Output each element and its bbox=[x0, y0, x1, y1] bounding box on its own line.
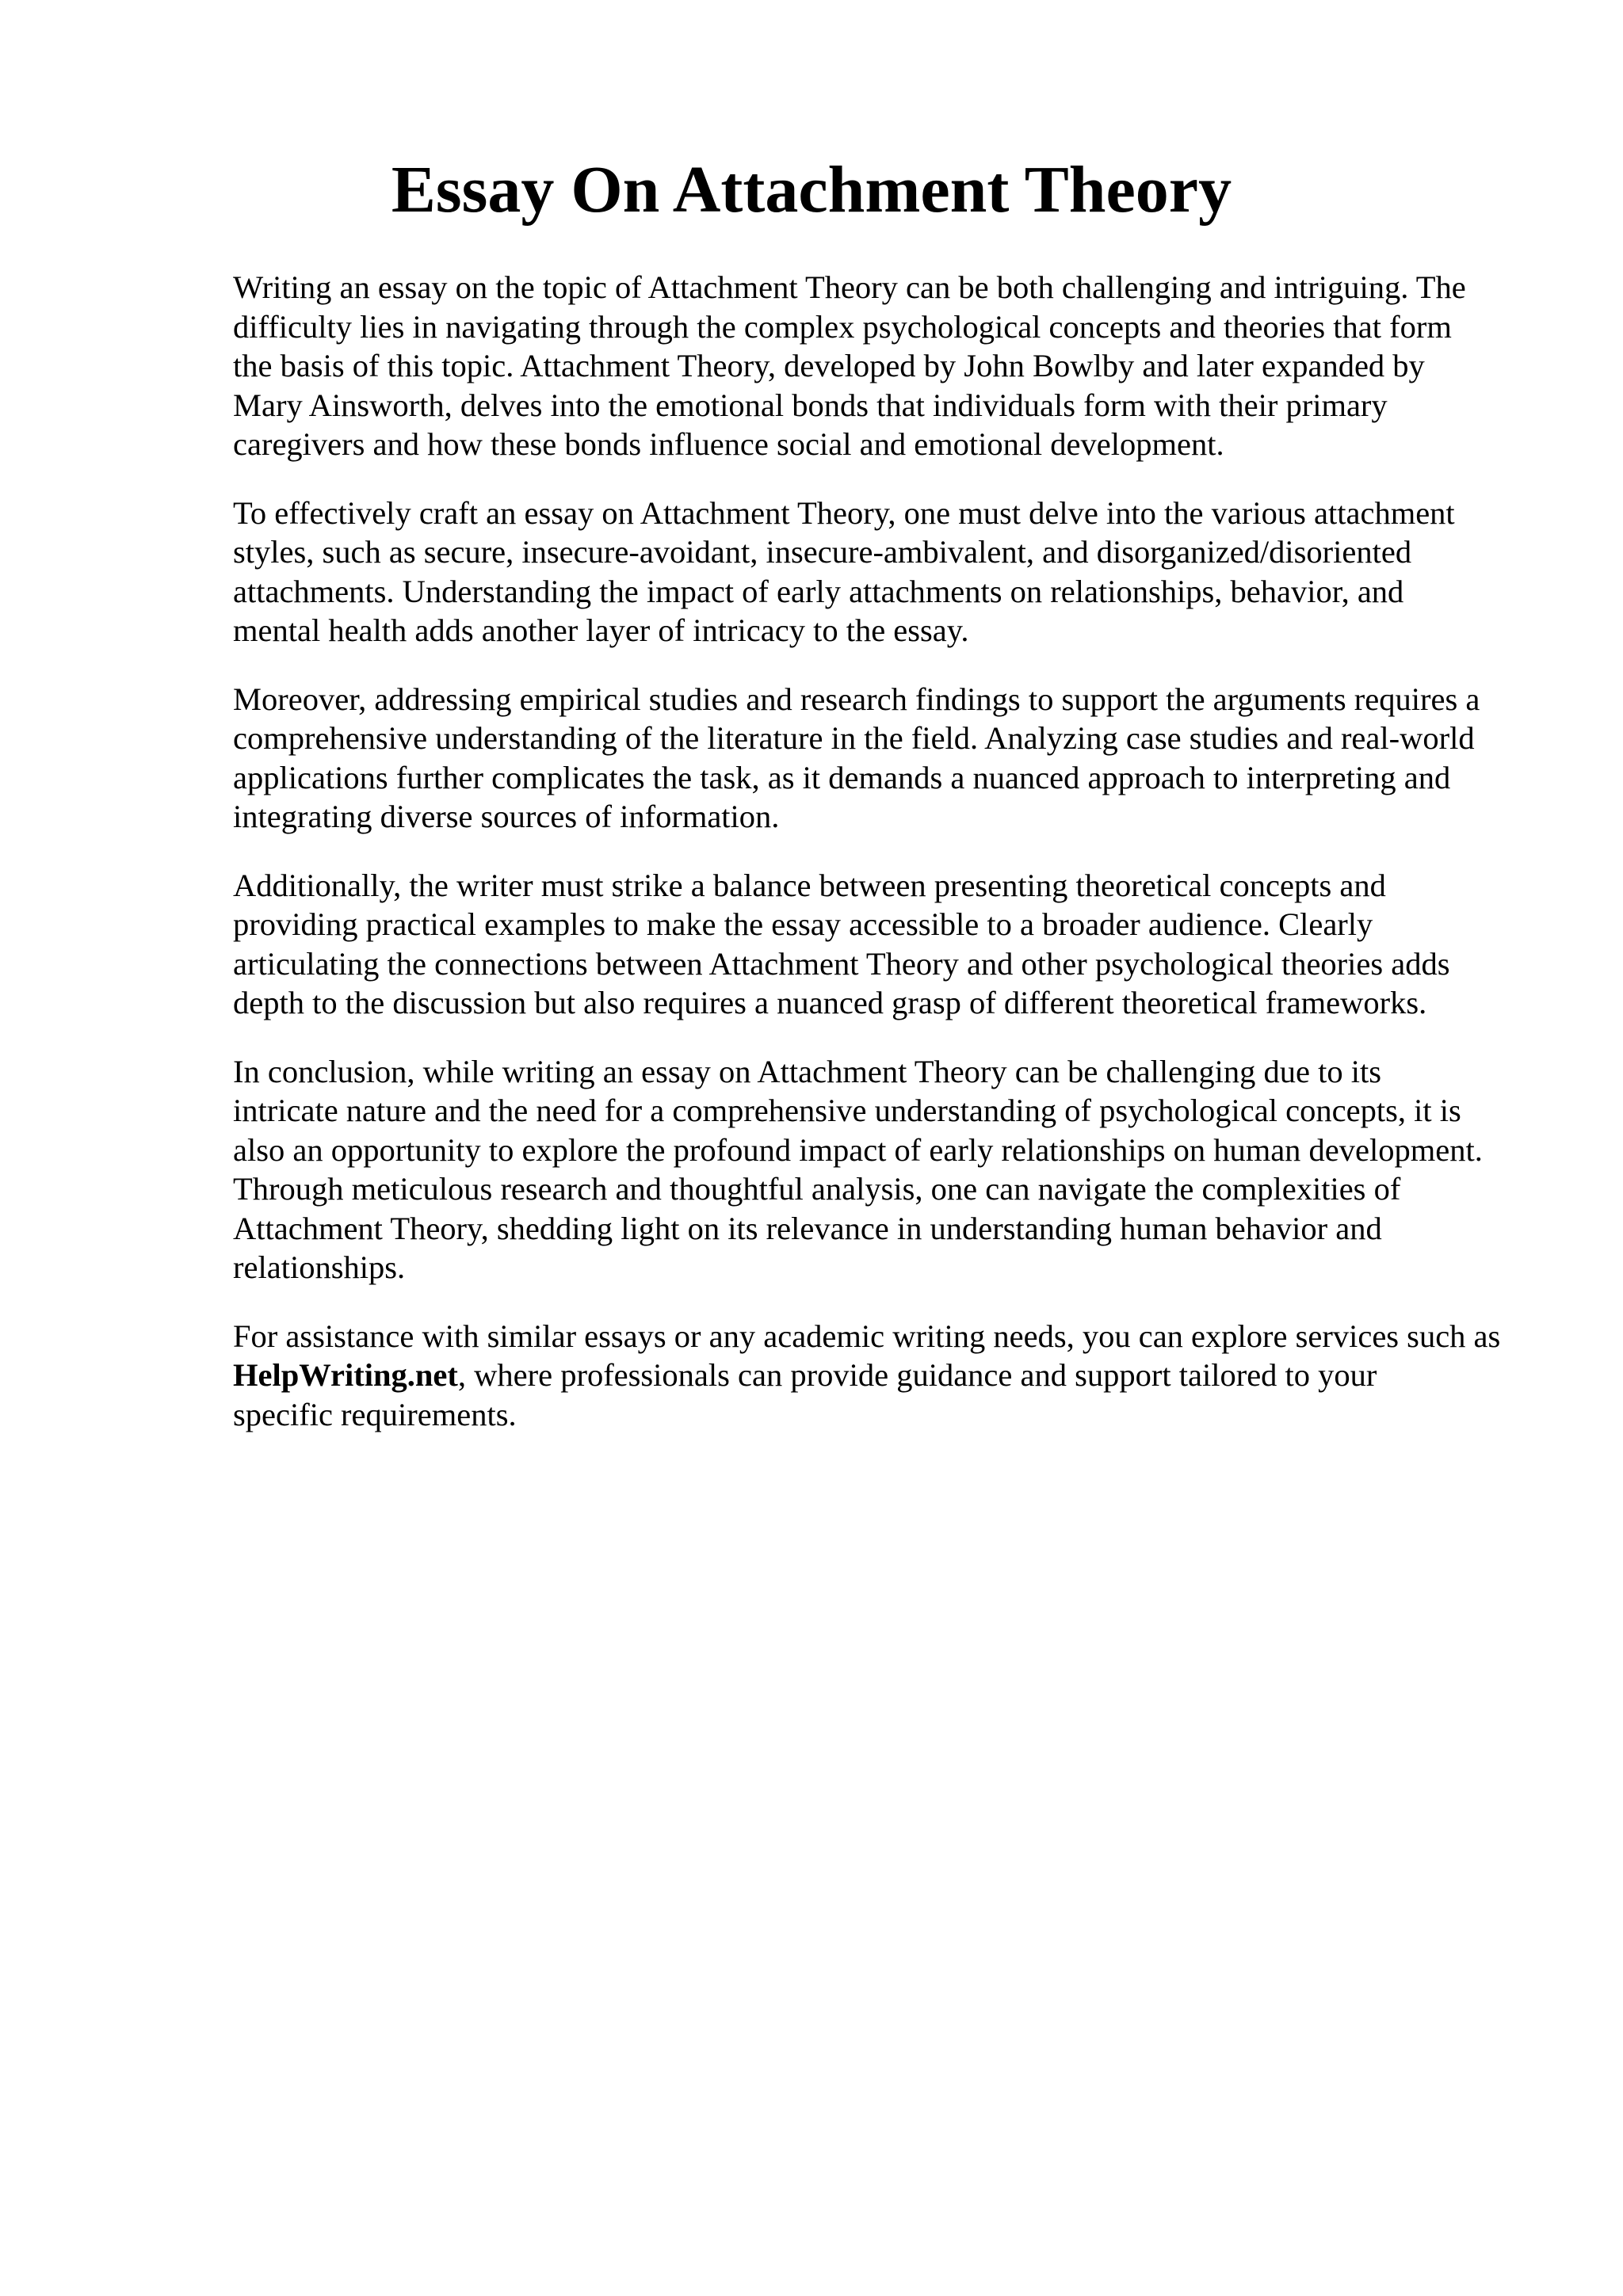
closing-paragraph bbox=[233, 1317, 1564, 1435]
paragraph-line: intricate nature and the need for a comprehensive understanding of psychological concepts, it is bbox=[233, 1093, 1461, 1128]
paragraph-line: also an opportunity to explore the profound impact of early relationships on human development. bbox=[233, 1131, 1483, 1168]
paragraph-line: articulating the connections between Attachment Theory and other psychological theories adds bbox=[233, 945, 1450, 982]
paragraph-line: Attachment Theory, shedding light on its relevance in understanding human behavior and bbox=[233, 1210, 1382, 1246]
paragraph-4 bbox=[233, 866, 1564, 1023]
paragraph-line: Through meticulous research and thoughtful analysis, one can navigate the complexities of bbox=[233, 1171, 1401, 1207]
paragraph-line: styles, such as secure, insecure-avoidant, insecure-ambivalent, and disorganized/disoriented bbox=[233, 534, 1412, 570]
paragraph-line: caregivers and how these bonds influence social and emotional development. bbox=[233, 426, 1224, 462]
paragraph-line: attachments. Understanding the impact of early attachments on relationships, behavior, and bbox=[233, 573, 1404, 609]
paragraph-2 bbox=[233, 494, 1564, 650]
closing-line-rest: , where professionals can provide guidance and support tailored to your bbox=[457, 1357, 1377, 1393]
paragraph-line: In conclusion, while writing an essay on Attachment Theory can be challenging due to its bbox=[233, 1053, 1382, 1089]
paragraph-line: relationships. bbox=[233, 1249, 406, 1285]
document-title: Essay On Attachment Theory bbox=[391, 153, 1232, 227]
paragraph-line: mental health adds another layer of intricacy to the essay. bbox=[233, 612, 969, 648]
document-body bbox=[233, 268, 1564, 1463]
paragraph-line bbox=[233, 1356, 1564, 1395]
paragraph-line: Mary Ainsworth, delves into the emotional bonds that individuals form with their primary bbox=[233, 387, 1388, 423]
paragraph-line: Moreover, addressing empirical studies and research findings to support the arguments requires a bbox=[233, 681, 1480, 717]
paragraph-line: Additionally, the writer must strike a balance between presenting theoretical concepts and bbox=[233, 867, 1386, 903]
paragraph-line: comprehensive understanding of the literature in the field. Analyzing case studies and real-world bbox=[233, 720, 1475, 756]
paragraph-line: difficulty lies in navigating through the complex psychological concepts and theories that form bbox=[233, 308, 1452, 345]
paragraph-5 bbox=[233, 1052, 1564, 1287]
paragraph-line: the basis of this topic. Attachment Theory, developed by John Bowlby and later expanded by bbox=[233, 348, 1425, 383]
paragraph-line: integrating diverse sources of information. bbox=[233, 799, 780, 834]
paragraph-line: Writing an essay on the topic of Attachment Theory can be both challenging and intriguing. The bbox=[233, 269, 1466, 305]
paragraph-line: depth to the discussion but also requires a nuanced grasp of different theoretical frameworks. bbox=[233, 985, 1427, 1020]
paragraph-line: applications further complicates the task, as it demands a nuanced approach to interpreting and bbox=[233, 759, 1451, 795]
paragraph-line: For assistance with similar essays or any academic writing needs, you can explore services such as bbox=[233, 1318, 1501, 1354]
helpwriting-link[interactable]: HelpWriting.net bbox=[233, 1357, 458, 1393]
paragraph-3 bbox=[233, 680, 1564, 837]
paragraph-line: providing practical examples to make the essay accessible to a broader audience. Clearly bbox=[233, 906, 1373, 942]
paragraph-1 bbox=[233, 268, 1564, 464]
paragraph-line: To effectively craft an essay on Attachment Theory, one must delve into the various attachment bbox=[233, 494, 1455, 531]
paragraph-line: specific requirements. bbox=[233, 1396, 517, 1432]
